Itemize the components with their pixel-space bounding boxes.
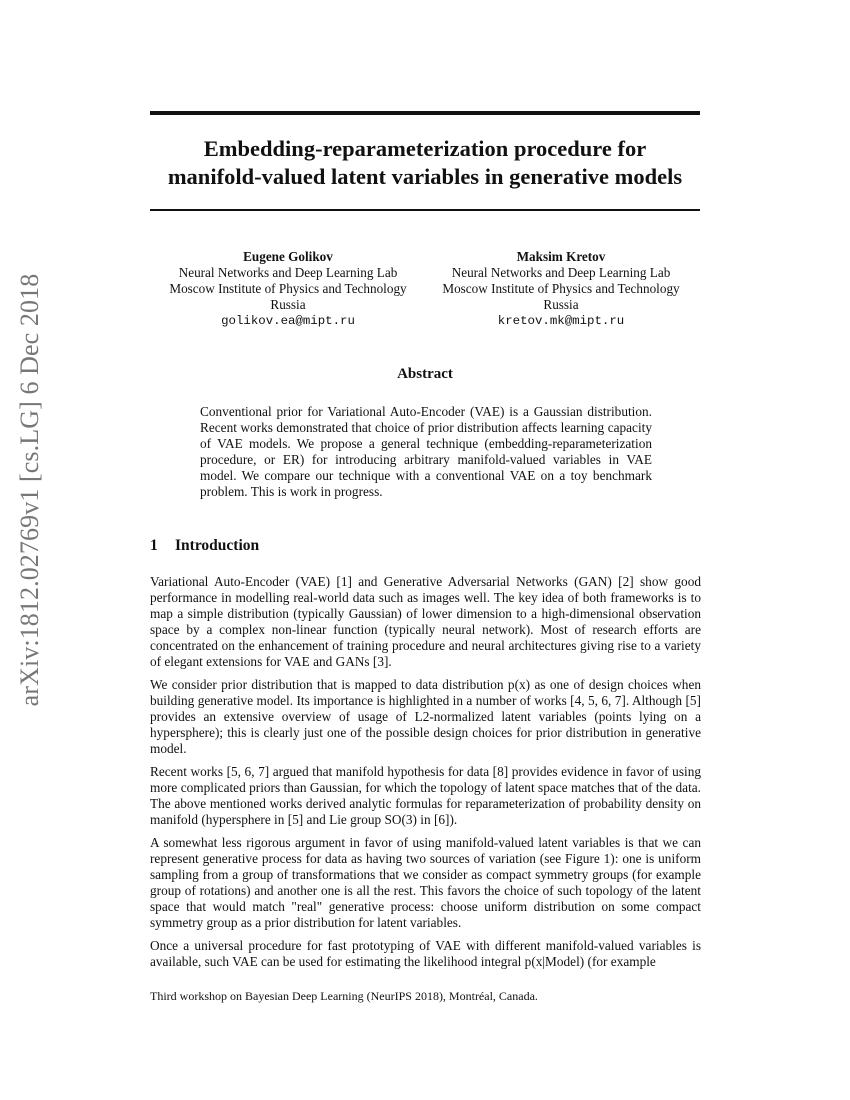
paragraph: We consider prior distribution that is mapped to data distribution p(x) as one of design choices when building generative model. Its importance is highlighted in a number of works [4, 5, 6, 7]. Although [5] provides an extensive overview of usage of L2-normalized latent variables (points lying on a hypersphere); this is clearly just one of the possible design choices for prior distribution in generative model. xyxy=(150,677,701,756)
title-line-2: manifold-valued latent variables in generative models xyxy=(167,164,683,189)
author-country: Russia xyxy=(270,297,306,312)
abstract-heading: Abstract xyxy=(397,366,453,382)
abstract-text: Conventional prior for Variational Auto-Encoder (VAE) is a Gaussian distribution. Recent works demonstrated that choice of prior distribution affects learning capacity of VAE models. We propose a general technique (embedding-reparameterization procedure, or ER) for introducing arbitrary manifold-valued variables in VAE model. We compare our technique with a conventional VAE on a toy benchmark problem. This is work in progress. xyxy=(200,404,652,499)
author-affiliation: Neural Networks and Deep Learning Lab xyxy=(451,265,671,280)
title-line-1: Embedding-reparameterization procedure for xyxy=(203,136,647,161)
footer-venue: Third workshop on Bayesian Deep Learning (NeurIPS 2018), Montréal, Canada. xyxy=(150,989,538,1003)
author-institution: Moscow Institute of Physics and Technology xyxy=(442,281,680,296)
author-block-2 xyxy=(421,249,701,329)
paragraph: Variational Auto-Encoder (VAE) [1] and Generative Adversarial Networks (GAN) [2] show good performance in modelling real-world data such as images well. The key idea of both frameworks is to map a simple distribution (typically Gaussian) of lower dimension to a high-dimensional observation space by a complex non-linear function (typically neural network). Most of research efforts are concentrated on the enhancement of training procedure and neural architectures giving rise to a variety of elegant extensions for VAE and GANs [3]. xyxy=(150,574,701,669)
intro-body xyxy=(150,574,701,977)
paragraph: A somewhat less rigorous argument in favor of using manifold-valued latent variables is that we can represent generative process for data as having two sources of variation (see Figure 1): one is uniform sampling from a group of transformations that we consider as compact symmetry groups (for example group of rotations) and another one is all the rest. This favors the choice of such topology of the latent space that would match "real" generative process: choose uniform distribution on some compact symmetry group as a prior distribution for latent variables. xyxy=(150,835,701,930)
author-email[interactable]: kretov.mk@mipt.ru xyxy=(497,314,625,328)
author-name: Eugene Golikov xyxy=(243,249,333,264)
paragraph: Once a universal procedure for fast prototyping of VAE with different manifold-valued variables is available, such VAE can be used for estimating the likelihood integral p(x|Model) (for example xyxy=(150,938,701,969)
paragraph: Recent works [5, 6, 7] argued that manifold hypothesis for data [8] provides evidence in favor of using more complicated priors than Gaussian, for which the topology of latent space matches that of the data. The above mentioned works derived analytic formulas for reparameterization of probability density on manifold (hypersphere in [5] and Lie group SO(3) in [6]). xyxy=(150,764,701,827)
section-number: 1 xyxy=(150,537,158,554)
paper-title xyxy=(150,135,700,191)
author-email[interactable]: golikov.ea@mipt.ru xyxy=(221,314,355,328)
author-institution: Moscow Institute of Physics and Technology xyxy=(169,281,407,296)
author-affiliation: Neural Networks and Deep Learning Lab xyxy=(178,265,398,280)
title-top-rule xyxy=(150,111,700,115)
arxiv-stamp-text: arXiv:1812.02769v1 [cs.LG] 6 Dec 2018 xyxy=(15,273,44,707)
author-country: Russia xyxy=(543,297,579,312)
author-block-1 xyxy=(148,249,428,329)
title-bottom-rule xyxy=(150,209,700,211)
author-name: Maksim Kretov xyxy=(516,249,606,264)
section-heading xyxy=(150,537,259,555)
arxiv-stamp xyxy=(0,273,60,707)
section-title: Introduction xyxy=(175,537,260,554)
